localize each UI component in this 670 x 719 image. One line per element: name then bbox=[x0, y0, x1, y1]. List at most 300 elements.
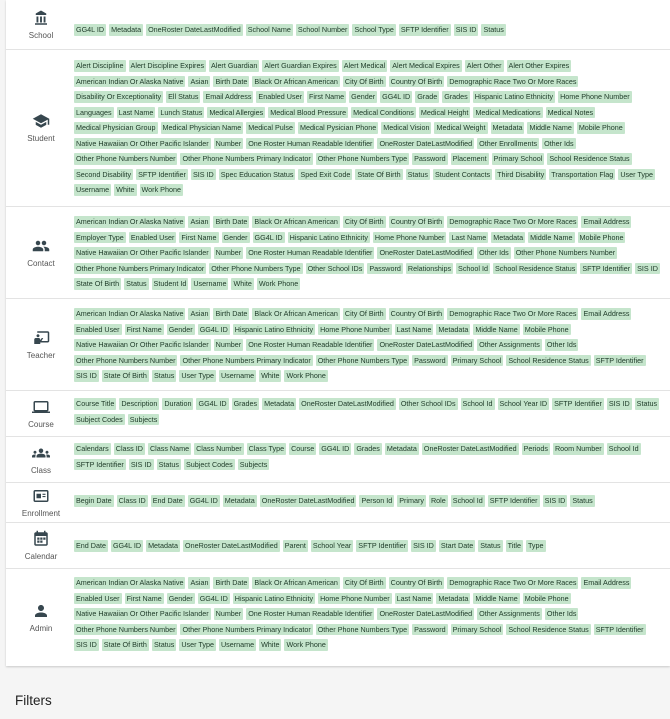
field-chip-list bbox=[74, 577, 666, 651]
section-school bbox=[6, 0, 670, 50]
field-chip: SIS ID bbox=[192, 169, 214, 179]
field-chip-list bbox=[74, 60, 666, 196]
field-chip: Status bbox=[126, 279, 147, 288]
field-chip: Medical Weight bbox=[436, 123, 486, 132]
field-chip: GG4L ID bbox=[199, 324, 228, 334]
field-chip: First Name bbox=[126, 324, 162, 334]
field-chip: SFTP Identifier bbox=[595, 624, 644, 634]
field-chip: American Indian Or Alaska Native bbox=[76, 217, 184, 226]
field-chip: White bbox=[261, 371, 280, 380]
field-chip: One Roster Human Readable Identifier bbox=[248, 248, 373, 257]
field-chip: Birth Date bbox=[215, 309, 248, 318]
field-chip: GG4L ID bbox=[76, 25, 105, 34]
field-chip: Primary School bbox=[452, 355, 502, 365]
field-chip: Description bbox=[121, 399, 158, 408]
field-chip: Number bbox=[215, 609, 242, 618]
section-label-block bbox=[6, 568, 76, 666]
field-chip: Other Ids bbox=[546, 609, 577, 618]
field-chip: Email Address bbox=[583, 309, 630, 318]
field-chip: One Roster Human Readable Identifier bbox=[248, 609, 373, 618]
field-chip: Demographic Race Two Or More Races bbox=[449, 309, 577, 318]
field-chip: SFTP Identifier bbox=[138, 169, 186, 179]
field-chip: Placement bbox=[452, 154, 487, 163]
field-chip: Username bbox=[220, 371, 255, 380]
field-chip: Gender bbox=[168, 593, 193, 603]
field-chip: School Id bbox=[452, 496, 483, 505]
field-chip: Black Or African American bbox=[254, 76, 338, 86]
field-chip: Country Of Birth bbox=[390, 309, 443, 318]
field-chip: Password bbox=[414, 355, 446, 365]
field-chip: Middle Name bbox=[530, 232, 573, 242]
field-chip: Enabled User bbox=[130, 232, 175, 242]
field-chip: Work Phone bbox=[141, 185, 181, 194]
field-chip: OneRoster DateLastModified bbox=[261, 496, 355, 505]
section-name: Teacher bbox=[26, 350, 56, 360]
section-name: Student bbox=[27, 134, 55, 143]
field-chip: SFTP Identifier bbox=[554, 399, 602, 408]
section-name: Contact bbox=[27, 258, 55, 268]
field-chip: GG4L ID bbox=[199, 593, 228, 603]
field-chip: Email Address bbox=[583, 578, 630, 587]
field-chip: Demographic Race Two Or More Races bbox=[449, 76, 577, 86]
field-chip: SIS ID bbox=[413, 541, 434, 550]
field-chip: End Date bbox=[152, 496, 183, 505]
field-chip: Person Id bbox=[361, 496, 393, 505]
field-chip: Other Phone Numbers Primary Indicator bbox=[182, 624, 311, 634]
field-chip: Class ID bbox=[115, 444, 143, 453]
field-chip: Other Enrollments bbox=[479, 138, 538, 148]
field-chip-list bbox=[74, 308, 666, 382]
field-chip: Native Hawaiian Or Other Pacific Islander bbox=[76, 248, 209, 257]
field-chip: Calendars bbox=[76, 444, 109, 453]
field-chip: First Name bbox=[126, 593, 162, 603]
field-chip: SFTP Identifier bbox=[582, 263, 631, 273]
field-chip: Other School IDs bbox=[307, 263, 363, 273]
field-chip: State Of Birth bbox=[103, 371, 147, 380]
field-chip: GG4L ID bbox=[321, 444, 350, 453]
id-card-icon bbox=[32, 487, 50, 505]
field-chip: Other Assignments bbox=[479, 609, 540, 618]
field-chip: Enabled User bbox=[76, 324, 120, 334]
field-chip: Second Disability bbox=[76, 169, 132, 179]
section-label-block bbox=[6, 206, 76, 298]
field-chip: Home Phone Number bbox=[374, 232, 445, 242]
section-class bbox=[6, 436, 670, 483]
field-chip: Alert Medical bbox=[343, 61, 386, 70]
field-chip: City Of Birth bbox=[344, 309, 384, 318]
field-chip: School Year bbox=[312, 541, 352, 550]
field-chip: Home Phone Number bbox=[320, 324, 390, 334]
field-chip: American Indian Or Alaska Native bbox=[76, 309, 184, 318]
field-chip: User Type bbox=[620, 169, 653, 179]
field-chip: OneRoster DateLastModified bbox=[423, 444, 517, 453]
field-chip: One Roster Human Readable Identifier bbox=[248, 138, 373, 148]
field-chip: Hispanic Latino Ethnicity bbox=[289, 232, 368, 242]
field-chip: Last Name bbox=[451, 232, 487, 242]
field-chip: Asian bbox=[190, 217, 209, 226]
field-chip: First Name bbox=[181, 232, 217, 242]
field-chip: Medical Blood Pressure bbox=[270, 107, 347, 117]
field-chip: Metadata bbox=[438, 324, 469, 334]
field-chip: Other School IDs bbox=[400, 399, 456, 408]
field-chip: Duration bbox=[164, 399, 192, 408]
field-chip: Other Phone Numbers Number bbox=[76, 154, 176, 163]
field-chip: American Indian Or Alaska Native bbox=[76, 76, 184, 86]
field-chip: OneRoster DateLastModified bbox=[148, 25, 241, 34]
field-chip: Middle Name bbox=[475, 593, 518, 603]
field-chip: Enabled User bbox=[258, 92, 302, 101]
section-name: Class bbox=[30, 465, 51, 475]
section-label-block bbox=[6, 436, 76, 482]
field-chip: OneRoster DateLastModified bbox=[301, 399, 394, 408]
field-chip: Password bbox=[414, 154, 446, 163]
field-chip-list bbox=[74, 216, 666, 290]
field-chip: Subject Codes bbox=[76, 414, 123, 424]
field-chip: Relationships bbox=[407, 263, 452, 273]
field-chip: SIS ID bbox=[130, 459, 152, 469]
field-chip: Gender bbox=[168, 324, 193, 334]
field-chip: Class Name bbox=[149, 444, 190, 453]
field-chip: Disability Or Exceptionality bbox=[76, 92, 162, 101]
field-chip: Other Phone Numbers Type bbox=[317, 355, 408, 365]
field-chip: School Residence Status bbox=[508, 624, 589, 634]
field-chip: GG4L ID bbox=[189, 496, 218, 505]
field-chip: Spec Education Status bbox=[220, 169, 294, 179]
field-chip: Other Ids bbox=[479, 248, 509, 257]
field-chip: Periods bbox=[523, 444, 548, 453]
field-chip: Lunch Status bbox=[160, 107, 203, 117]
field-chip: Other Phone Numbers Type bbox=[317, 624, 408, 634]
field-chip: SIS ID bbox=[455, 25, 477, 34]
field-chip: Ell Status bbox=[168, 92, 199, 101]
field-chip: Subject Codes bbox=[185, 459, 233, 469]
field-chip: Other Phone Numbers Number bbox=[76, 355, 176, 365]
field-chip: Medical Medications bbox=[475, 107, 541, 117]
field-chip: School Id bbox=[608, 444, 639, 453]
field-chip: Asian bbox=[190, 309, 209, 318]
field-chip: Type bbox=[527, 541, 544, 550]
field-chip: Transportation Flag bbox=[551, 169, 614, 179]
field-chip: SIS ID bbox=[637, 263, 658, 273]
field-chip: State Of Birth bbox=[76, 279, 120, 288]
field-chip: Native Hawaiian Or Other Pacific Islander bbox=[76, 340, 209, 349]
field-chip: Mobile Phone bbox=[524, 324, 569, 334]
group-icon bbox=[32, 444, 50, 462]
field-chip: Alert Guardian Expires bbox=[264, 61, 337, 70]
field-chip: Alert Discipline bbox=[76, 61, 124, 70]
field-chip: Country Of Birth bbox=[390, 76, 443, 86]
field-chip: Medical Notes bbox=[547, 107, 594, 117]
field-chip: SFTP Identifier bbox=[489, 496, 538, 505]
field-chip: Email Address bbox=[583, 217, 630, 226]
field-chip: Metadata bbox=[386, 444, 417, 453]
field-chip: Alert Discipline Expires bbox=[130, 61, 205, 70]
field-chip: Metadata bbox=[493, 232, 524, 242]
field-chip: Other Phone Numbers Primary Indicator bbox=[182, 355, 311, 365]
field-chip: Work Phone bbox=[286, 640, 326, 649]
field-chip: Student Contacts bbox=[434, 169, 491, 179]
field-chip: Hispanic Latino Ethnicity bbox=[474, 92, 554, 101]
field-chip-list bbox=[74, 495, 666, 507]
field-chip: State Of Birth bbox=[357, 169, 401, 179]
school-icon bbox=[32, 9, 50, 27]
field-chip-list bbox=[74, 443, 666, 470]
field-chip: Begin Date bbox=[76, 496, 112, 505]
presentation-board-icon bbox=[32, 329, 50, 347]
field-chip: Role bbox=[430, 496, 446, 505]
field-chip: Black Or African American bbox=[254, 578, 338, 587]
field-chip: Metadata bbox=[111, 25, 142, 34]
section-contact bbox=[6, 206, 670, 299]
field-chip: Status bbox=[153, 640, 175, 649]
field-chip-list bbox=[74, 540, 666, 552]
field-chip: Status bbox=[483, 25, 504, 34]
field-chip: Home Phone Number bbox=[320, 593, 390, 603]
field-chip: OneRoster DateLastModified bbox=[185, 541, 278, 550]
field-chip: User Type bbox=[181, 640, 214, 649]
field-chip: Email Address bbox=[205, 92, 252, 101]
field-chip: Black Or African American bbox=[254, 217, 338, 226]
section-course bbox=[6, 390, 670, 437]
section-enrollment bbox=[6, 482, 670, 523]
field-chip: Title bbox=[507, 541, 521, 550]
entity-fields-card bbox=[6, 0, 670, 666]
section-name: Course bbox=[28, 419, 54, 429]
field-chip: SIS ID bbox=[76, 640, 97, 649]
section-name: Enrollment bbox=[21, 508, 61, 518]
field-chip: City Of Birth bbox=[344, 217, 384, 226]
field-chip: Middle Name bbox=[529, 123, 572, 132]
field-chip-list bbox=[74, 398, 666, 425]
field-chip: Middle Name bbox=[475, 324, 518, 334]
field-chip: Grades bbox=[233, 399, 258, 408]
field-chip: GG4L ID bbox=[198, 399, 227, 408]
field-chip: School Id bbox=[462, 399, 493, 408]
field-chip: Username bbox=[220, 640, 255, 649]
field-chip: Medical Conditions bbox=[353, 107, 414, 117]
field-chip: GG4L ID bbox=[254, 232, 283, 242]
field-chip: Alert Medical Expires bbox=[392, 61, 460, 70]
field-chip: Sped Exit Code bbox=[300, 169, 351, 179]
field-chip: School Residence Status bbox=[549, 154, 630, 163]
field-chip: OneRoster DateLastModified bbox=[379, 340, 473, 349]
field-chip: Birth Date bbox=[215, 217, 248, 226]
field-chip: Metadata bbox=[224, 496, 255, 505]
field-chip: Mobile Phone bbox=[524, 593, 569, 603]
field-chip: School Residence Status bbox=[508, 355, 589, 365]
field-chip: GG4L ID bbox=[112, 541, 142, 550]
field-chip: Languages bbox=[76, 107, 112, 117]
field-chip: First Name bbox=[308, 92, 345, 101]
field-chip: Gender bbox=[223, 232, 248, 242]
field-chip: Medical Physician Group bbox=[76, 123, 156, 132]
field-chip: Grades bbox=[356, 444, 380, 453]
field-chip: GG4L ID bbox=[382, 92, 411, 101]
field-chip: White bbox=[116, 185, 135, 194]
field-chip: Primary School bbox=[493, 154, 543, 163]
section-admin bbox=[6, 568, 670, 666]
field-chip: Number bbox=[215, 138, 242, 148]
section-calendar bbox=[6, 522, 670, 569]
field-chip: School Name bbox=[247, 25, 291, 34]
field-chip: Mobile Phone bbox=[578, 123, 623, 132]
field-chip: Alert Guardian bbox=[211, 61, 258, 70]
field-chip: Third Disability bbox=[497, 169, 545, 179]
field-chip: Password bbox=[369, 263, 401, 273]
field-chip: Other Phone Numbers Primary Indicator bbox=[76, 263, 205, 273]
field-chip: Class Number bbox=[196, 444, 242, 453]
field-chip: SFTP Identifier bbox=[76, 459, 124, 469]
field-chip: SIS ID bbox=[544, 496, 566, 505]
field-chip: Home Phone Number bbox=[560, 92, 630, 101]
field-chip: Class Type bbox=[248, 444, 285, 453]
field-chip: State Of Birth bbox=[103, 640, 147, 649]
field-chip: City Of Birth bbox=[344, 578, 384, 587]
field-chip: School Year ID bbox=[499, 399, 548, 408]
field-chip: Demographic Race Two Or More Races bbox=[449, 217, 577, 226]
field-chip: Course bbox=[291, 444, 315, 453]
field-chip: Other Ids bbox=[544, 138, 574, 148]
field-chip: School Number bbox=[297, 25, 348, 34]
field-chip: One Roster Human Readable Identifier bbox=[248, 340, 373, 349]
field-chip: Alert Other bbox=[466, 61, 502, 70]
field-chip: White bbox=[261, 640, 280, 649]
field-chip: OneRoster DateLastModified bbox=[379, 138, 473, 148]
field-chip: Primary bbox=[399, 496, 424, 505]
field-chip: Room Number bbox=[554, 444, 602, 453]
field-chip: SFTP Identifier bbox=[595, 355, 644, 365]
field-chip: School Residence Status bbox=[495, 263, 576, 273]
field-chip: User Type bbox=[181, 371, 214, 380]
field-chip: Birth Date bbox=[215, 578, 248, 587]
field-chip: Other Phone Numbers Type bbox=[211, 263, 301, 273]
section-name: Calendar bbox=[24, 551, 58, 561]
field-chip: Status bbox=[636, 399, 658, 408]
field-chip: Medical Pysician Phone bbox=[299, 123, 377, 132]
field-chip: City Of Birth bbox=[344, 76, 384, 86]
field-chip: Status bbox=[153, 371, 175, 380]
field-chip: Metadata bbox=[492, 123, 523, 132]
field-chip: School Id bbox=[458, 263, 489, 273]
section-name: School bbox=[28, 31, 54, 40]
field-chip: Status bbox=[480, 541, 501, 550]
field-chip: SIS ID bbox=[608, 399, 630, 408]
field-chip: Birth Date bbox=[215, 76, 248, 86]
field-chip: SFTP Identifier bbox=[358, 541, 407, 550]
section-teacher bbox=[6, 298, 670, 391]
section-label-block bbox=[6, 522, 76, 568]
filters-heading: Filters bbox=[15, 693, 52, 708]
field-chip: Metadata bbox=[148, 541, 179, 550]
field-chip: Grade bbox=[417, 92, 438, 101]
section-label-block bbox=[6, 49, 76, 206]
field-chip: SIS ID bbox=[76, 371, 97, 380]
field-chip: Country Of Birth bbox=[390, 217, 443, 226]
field-chip: Medical Pulse bbox=[248, 123, 293, 132]
section-label-block bbox=[6, 390, 76, 436]
field-chip: Other Assignments bbox=[479, 340, 540, 349]
field-chip: Black Or African American bbox=[254, 309, 338, 318]
field-chip: Password bbox=[414, 624, 446, 634]
field-chip: Subjects bbox=[239, 459, 268, 469]
field-chip: Last Name bbox=[396, 324, 432, 334]
field-chip: Other Phone Numbers Type bbox=[317, 154, 408, 163]
field-chip: Other Phone Numbers Primary Indicator bbox=[182, 154, 311, 163]
field-chip: Last Name bbox=[396, 593, 432, 603]
field-chip: Native Hawaiian Or Other Pacific Islander bbox=[76, 609, 209, 618]
field-chip: Other Phone Numbers Number bbox=[76, 624, 176, 634]
section-student bbox=[6, 49, 670, 207]
section-name: Admin bbox=[29, 623, 53, 633]
field-chip: Asian bbox=[190, 76, 209, 86]
field-chip: Number bbox=[215, 340, 242, 349]
field-chip: Employer Type bbox=[76, 232, 124, 242]
calendar-icon bbox=[32, 530, 50, 548]
field-chip: SFTP Identifier bbox=[400, 25, 449, 34]
field-chip: Enabled User bbox=[76, 593, 120, 603]
field-chip: Status bbox=[572, 496, 593, 505]
field-chip: Alert Other Expires bbox=[508, 61, 570, 70]
field-chip: Username bbox=[76, 185, 110, 194]
field-chip: Username bbox=[193, 279, 227, 288]
field-chip: Medical Vision bbox=[383, 123, 430, 132]
laptop-icon bbox=[32, 398, 50, 416]
field-chip: Start Date bbox=[440, 541, 474, 550]
field-chip: Country Of Birth bbox=[390, 578, 443, 587]
field-chip: Status bbox=[158, 459, 179, 469]
field-chip: Metadata bbox=[438, 593, 469, 603]
field-chip: Mobile Phone bbox=[579, 232, 624, 242]
field-chip: End Date bbox=[76, 541, 106, 550]
field-chip: Last Name bbox=[118, 107, 154, 117]
field-chip: OneRoster DateLastModified bbox=[379, 248, 473, 257]
field-chip: Other Ids bbox=[546, 340, 577, 349]
field-chip: Work Phone bbox=[286, 371, 326, 380]
field-chip-list bbox=[74, 24, 666, 36]
people-icon bbox=[32, 237, 50, 255]
field-chip: Parent bbox=[284, 541, 306, 550]
admin-user-icon bbox=[32, 602, 50, 620]
field-chip: Subjects bbox=[129, 414, 158, 424]
field-chip: Native Hawaiian Or Other Pacific Islander bbox=[76, 138, 209, 148]
field-chip: Medical Allergies bbox=[209, 107, 264, 117]
field-chip: Hispanic Latino Ethnicity bbox=[234, 324, 314, 334]
graduation-cap-icon bbox=[32, 112, 50, 130]
field-chip: Status bbox=[407, 169, 428, 179]
field-chip: Grades bbox=[444, 92, 468, 101]
field-chip: Hispanic Latino Ethnicity bbox=[234, 593, 314, 603]
section-label-block bbox=[6, 0, 76, 49]
field-chip: OneRoster DateLastModified bbox=[379, 609, 473, 618]
field-chip: Student Id bbox=[153, 279, 187, 288]
field-chip: Course Title bbox=[76, 399, 115, 408]
field-chip: School Type bbox=[354, 25, 394, 34]
section-label-block bbox=[6, 298, 76, 390]
field-chip: Medical Height bbox=[420, 107, 469, 117]
field-chip: Metadata bbox=[264, 399, 295, 408]
section-label-block bbox=[6, 482, 76, 522]
field-chip: Number bbox=[215, 248, 242, 257]
field-chip: Class ID bbox=[118, 496, 146, 505]
field-chip: Primary School bbox=[452, 624, 502, 634]
field-chip: White bbox=[233, 279, 252, 288]
field-chip: Gender bbox=[351, 92, 376, 101]
field-chip: Asian bbox=[190, 578, 209, 587]
field-chip: Medical Physician Name bbox=[162, 123, 242, 132]
field-chip: Work Phone bbox=[258, 279, 299, 288]
field-chip: Demographic Race Two Or More Races bbox=[449, 578, 577, 587]
field-chip: American Indian Or Alaska Native bbox=[76, 578, 184, 587]
